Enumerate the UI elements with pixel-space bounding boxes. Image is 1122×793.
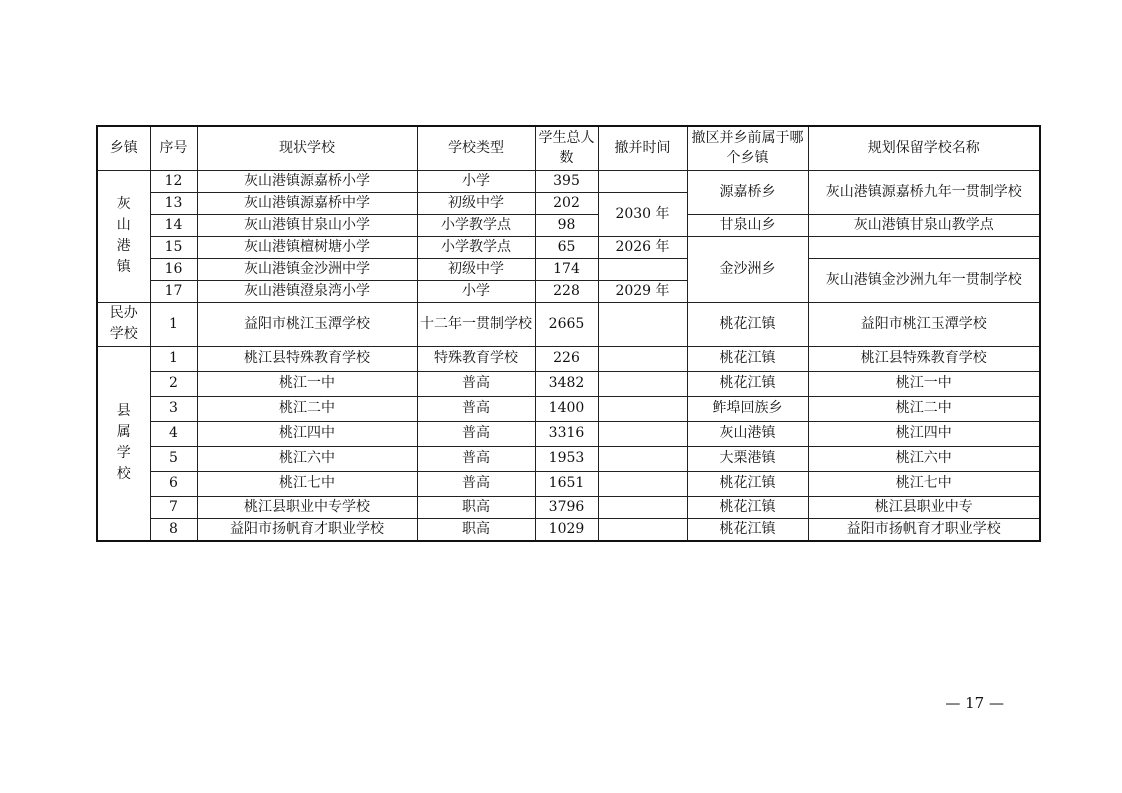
group-char: 镇: [116, 259, 131, 275]
cell-former-town: 灰山港镇: [687, 421, 808, 446]
cell-school: 益阳市扬帆育才职业学校: [197, 518, 417, 541]
cell-seq: 16: [150, 258, 197, 280]
cell-students: 228: [535, 280, 598, 302]
table-row: [97, 496, 1040, 518]
cell-merge-time: [598, 446, 687, 471]
table-row: [97, 518, 1040, 541]
cell-planned-school: 桃江县特殊教育学校: [808, 346, 1040, 371]
header-seq: 序号: [150, 126, 197, 170]
cell-type: 职高: [417, 496, 535, 518]
cell-seq: 1: [150, 302, 197, 346]
cell-school: 灰山港镇甘泉山小学: [197, 214, 417, 236]
page-number: — 17 —: [945, 694, 1004, 712]
cell-planned-school: 灰山港镇甘泉山教学点: [808, 214, 1040, 236]
cell-seq: 17: [150, 280, 197, 302]
cell-merge-time: [598, 496, 687, 518]
cell-school: 灰山港镇澄泉湾小学: [197, 280, 417, 302]
cell-school: 桃江县特殊教育学校: [197, 346, 417, 371]
cell-merge-time: [598, 371, 687, 396]
cell-planned-school: 桃江县职业中专: [808, 496, 1040, 518]
cell-merge-time: [598, 396, 687, 421]
cell-planned-school: 益阳市扬帆育才职业学校: [808, 518, 1040, 541]
cell-former-town: 大栗港镇: [687, 446, 808, 471]
cell-merge-time: 2030 年: [598, 192, 687, 236]
cell-planned-school: 桃江四中: [808, 421, 1040, 446]
cell-merge-time: [598, 518, 687, 541]
cell-merge-time: [598, 170, 687, 192]
cell-planned-school: 桃江二中: [808, 396, 1040, 421]
cell-students: 1400: [535, 396, 598, 421]
table-row: [97, 471, 1040, 496]
header-row: [97, 126, 1040, 170]
table-row: [97, 446, 1040, 471]
header-town: 乡镇: [97, 126, 150, 170]
cell-planned-school: 桃江七中: [808, 471, 1040, 496]
cell-former-town: 桃花江镇: [687, 471, 808, 496]
cell-former-town: 源嘉桥乡: [687, 170, 808, 214]
table-row: [97, 421, 1040, 446]
table-row: [97, 371, 1040, 396]
cell-school: 益阳市桃江玉潭学校: [197, 302, 417, 346]
cell-school: 桃江一中: [197, 371, 417, 396]
cell-students: 1029: [535, 518, 598, 541]
header-school-type: 学校类型: [417, 126, 535, 170]
cell-planned-school: 桃江一中: [808, 371, 1040, 396]
cell-type: 普高: [417, 396, 535, 421]
cell-former-town: 桃花江镇: [687, 302, 808, 346]
group-label-private: [97, 302, 150, 346]
group-label-huishan: [97, 170, 150, 302]
cell-former-town: 桃花江镇: [687, 496, 808, 518]
table-row: [97, 236, 1040, 258]
cell-seq: 13: [150, 192, 197, 214]
cell-former-town: 甘泉山乡: [687, 214, 808, 236]
cell-type: 小学: [417, 280, 535, 302]
cell-merge-time: [598, 258, 687, 280]
cell-planned-school: 桃江六中: [808, 446, 1040, 471]
group-char: 灰: [116, 196, 131, 212]
cell-students: 1651: [535, 471, 598, 496]
cell-students: 1953: [535, 446, 598, 471]
cell-seq: 14: [150, 214, 197, 236]
header-former-town: 撤区并乡前属于哪个乡镇: [687, 126, 808, 170]
cell-type: 小学教学点: [417, 236, 535, 258]
table-row: [97, 302, 1040, 346]
header-students: 学生总人数: [535, 126, 598, 170]
cell-former-town: 桃花江镇: [687, 518, 808, 541]
cell-school: 桃江二中: [197, 396, 417, 421]
group-char: 学: [116, 445, 131, 461]
cell-school: 灰山港镇金沙洲中学: [197, 258, 417, 280]
cell-students: 395: [535, 170, 598, 192]
cell-students: 174: [535, 258, 598, 280]
group-label-county: [97, 346, 150, 541]
cell-seq: 7: [150, 496, 197, 518]
cell-type: 小学教学点: [417, 214, 535, 236]
cell-seq: 5: [150, 446, 197, 471]
cell-former-town: 桃花江镇: [687, 346, 808, 371]
cell-students: 2665: [535, 302, 598, 346]
table-row: [97, 170, 1040, 192]
group-char: 山: [116, 217, 131, 233]
cell-seq: 2: [150, 371, 197, 396]
cell-seq: 4: [150, 421, 197, 446]
cell-type: 初级中学: [417, 192, 535, 214]
cell-seq: 8: [150, 518, 197, 541]
cell-planned-school: 灰山港镇源嘉桥九年一贯制学校: [808, 170, 1040, 214]
cell-planned-school: [808, 236, 1040, 258]
cell-type: 特殊教育学校: [417, 346, 535, 371]
group-char: 属: [116, 424, 131, 440]
cell-school: 灰山港镇源嘉桥中学: [197, 192, 417, 214]
cell-type: 职高: [417, 518, 535, 541]
cell-planned-school: 益阳市桃江玉潭学校: [808, 302, 1040, 346]
cell-merge-time: 2026 年: [598, 236, 687, 258]
cell-seq: 12: [150, 170, 197, 192]
group-char: 民办: [109, 305, 138, 321]
cell-type: 小学: [417, 170, 535, 192]
cell-school: 灰山港镇源嘉桥小学: [197, 170, 417, 192]
cell-school: 桃江六中: [197, 446, 417, 471]
cell-students: 3482: [535, 371, 598, 396]
cell-type: 初级中学: [417, 258, 535, 280]
cell-school: 桃江县职业中专学校: [197, 496, 417, 518]
group-char: 县: [116, 403, 131, 419]
header-planned-school: 规划保留学校名称: [808, 126, 1040, 170]
cell-students: 202: [535, 192, 598, 214]
cell-type: 十二年一贯制学校: [417, 302, 535, 346]
header-current-school: 现状学校: [197, 126, 417, 170]
cell-former-town: 鲊埠回族乡: [687, 396, 808, 421]
cell-school: 桃江四中: [197, 421, 417, 446]
group-char: 学校: [109, 326, 138, 342]
group-char: 港: [116, 238, 131, 254]
cell-seq: 15: [150, 236, 197, 258]
cell-students: 3316: [535, 421, 598, 446]
cell-former-town: 金沙洲乡: [687, 236, 808, 302]
cell-planned-school: 灰山港镇金沙洲九年一贯制学校: [808, 258, 1040, 302]
cell-seq: 3: [150, 396, 197, 421]
cell-merge-time: [598, 346, 687, 371]
cell-students: 226: [535, 346, 598, 371]
cell-merge-time: [598, 471, 687, 496]
table-row: [97, 214, 1040, 236]
cell-merge-time: 2029 年: [598, 280, 687, 302]
cell-type: 普高: [417, 371, 535, 396]
cell-merge-time: [598, 421, 687, 446]
table-row: [97, 346, 1040, 371]
cell-students: 3796: [535, 496, 598, 518]
cell-type: 普高: [417, 471, 535, 496]
header-merge-time: 撤并时间: [598, 126, 687, 170]
cell-students: 98: [535, 214, 598, 236]
table-row: [97, 258, 1040, 280]
cell-school: 桃江七中: [197, 471, 417, 496]
cell-merge-time: [598, 302, 687, 346]
cell-students: 65: [535, 236, 598, 258]
cell-seq: 6: [150, 471, 197, 496]
group-char: 校: [116, 466, 131, 482]
cell-former-town: 桃花江镇: [687, 371, 808, 396]
cell-type: 普高: [417, 421, 535, 446]
cell-school: 灰山港镇檀树塘小学: [197, 236, 417, 258]
cell-seq: 1: [150, 346, 197, 371]
cell-type: 普高: [417, 446, 535, 471]
school-plan-table: [96, 125, 1041, 542]
table-row: [97, 396, 1040, 421]
